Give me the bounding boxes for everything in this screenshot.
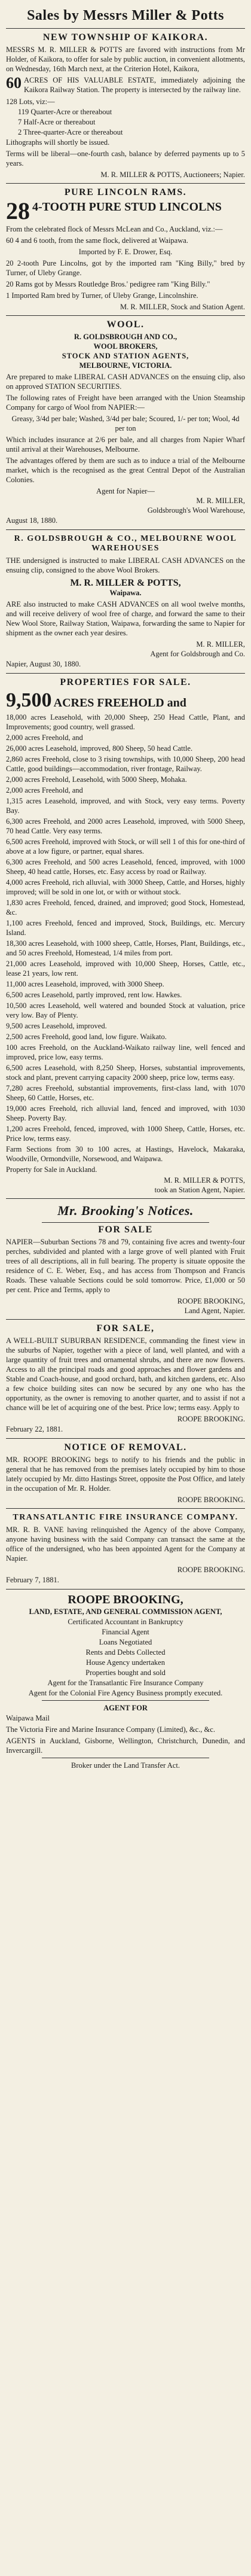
property-listing: 100 acres Freehold, on the Auckland-Waikato railway line, well fenced and improved, price low, easy terms. [6, 1043, 245, 1061]
wool-paragraph-3: Greasy, 3/4d per bale; Washed, 3/4d per bale; Scoured, 1/- per ton; Wool, 4d per ton [11, 415, 240, 433]
wool-heading: WOOL. [106, 319, 145, 330]
properties-ad [6, 673, 245, 1198]
properties-big-text: ACRES FREEHOLD and [53, 696, 186, 710]
kaikora-list-4: Lithographs will shortly be issued. [6, 138, 110, 147]
kaikora-list-1: 119 Quarter-Acre or thereabout [18, 108, 112, 116]
business-card-ad [6, 1589, 245, 1774]
kaikora-terms: Terms will be liberal—one-fourth cash, balance by deferred payments up to 5 years. [6, 150, 245, 168]
kaikora-list-0: 128 Lots, viz:— [6, 98, 55, 106]
transatlantic-signature: ROOPE BROOKING. [177, 1566, 245, 1574]
wool-paragraph-4: Which includes insurance at 2/6 per bale, and all charges from Napier Wharf until arrival at their Warehouses, Melbourne. [6, 436, 245, 453]
properties-signature-1: M. R. MILLER & POTTS, [164, 1176, 245, 1185]
removal-ad [6, 1438, 245, 1508]
property-listing: 1,830 acres Freehold, fenced, drained, and improved; good Stock, Homestead, &c. [6, 899, 245, 916]
kaikora-signature: M. R. MILLER & POTTS, Auctioneers; Napier. [100, 170, 245, 179]
property-listing: 19,000 acres Freehold, rich alluvial land, fenced and improved, with 1030 Sheep. Poverty Bay. [6, 1104, 245, 1122]
brooking-ad [6, 1198, 245, 1319]
property-listing: 6,500 acres Leasehold, with 8,250 Sheep, Horses, substantial improvements, stock and plant, prevent carrying capacity 2000 sheep, price low, terms easy. [6, 1064, 245, 1082]
property-listing: 7,280 acres Freehold, substantial improvements, first-class land, with 1070 Sheep, 60 Cattle, Horses, etc. [6, 1084, 245, 1102]
transatlantic-paragraph: MR. R. B. VANE having relinquished the Agency of the above Company, anyone having business with the said Company can transact the same at the office of the undersigned, who has been appointed Agent for the Company at Napier. [6, 1525, 245, 1563]
waipawa-paragraph: ARE also instructed to make CASH ADVANCES on all wool twelve months, and will receive delivery of wool free of charge, and forward the same to their New Wool Store, Railway Station, Waipawa, forwarding the same to Napier for shipment as the owner each year desires. [6, 600, 245, 637]
card-line: House Agency undertaken [86, 1658, 165, 1667]
kaikora-list-2: 7 Half-Acre or thereabout [18, 118, 96, 126]
property-listing: 11,000 acres Leasehold, improved, with 3000 Sheep. [6, 980, 164, 988]
property-listing: 2,000 acres Freehold, Leasehold, with 5000 Sheep, Mohaka. [6, 775, 187, 784]
rams-signature: M. R. MILLER, Stock and Station Agent. [120, 303, 245, 311]
property-listing: Farm Sections from 30 to 100 acres, at Hastings, Havelock, Makaraka, Woodville, Ormondville, Norsewood, and Waipawa. [6, 1145, 245, 1163]
rams-title: 4-TOOTH PURE STUD LINCOLNS [32, 200, 222, 214]
property-listing: 6,500 acres Freehold, improved with Stock, or will sell 1 of this for one-third of above at a low figure, or partner, equal shares. [6, 838, 245, 855]
card-waipawa: Waipawa Mail [6, 1714, 50, 1722]
rams-paragraph-3: 60 4 and 6 tooth, from the same flock, delivered at Waipawa. [6, 236, 188, 245]
rams-paragraph-4: Imported by F. E. Drower, Esq. [78, 248, 173, 256]
kaikora-list-3: 2 Three-quarter-Acre or thereabout [18, 128, 123, 136]
card-agent-for: AGENT FOR [103, 1704, 148, 1712]
removal-signature: ROOPE BROOKING. [177, 1496, 245, 1504]
kaikora-ad [6, 28, 245, 183]
warehouses-ad [6, 529, 245, 673]
wool-paragraph-2: The following rates of Freight have been arranged with the Union Steamship Company for cargo of Wool from NAPIER:— [6, 394, 245, 412]
properties-big-number: 9,500 [6, 689, 52, 711]
wool-date: August 18, 1880. [6, 516, 58, 525]
card-line: Loans Negotiated [99, 1638, 152, 1646]
residence-ad [6, 1319, 245, 1438]
card-line: Agent for the Colonial Fire Agency Business promptly executed. [28, 1689, 223, 1697]
transatlantic-ad [6, 1508, 245, 1589]
property-listing: 2,860 acres Freehold, close to 3 rising townships, with 10,000 Sheep, 200 head Cattle, good buildings—accommodation, river frontage, Railway. [6, 755, 245, 773]
residence-signature: ROOPE BROOKING. [177, 1415, 245, 1423]
residence-date: February 22, 1881. [6, 1425, 63, 1433]
kaikora-paragraph-1: MESSRS M. R. MILLER & POTTS are favored with instructions from Mr Holder, of Kaikora, to offer for sale by public auction, in convenient allotments, on Wednesday, 16th March next, at the Criterion Hotel, Kaikora, [6, 45, 245, 73]
property-listing: 1,200 acres Freehold, fenced, improved, with 1000 Sheep, Cattle, Horses, etc. Price low, terms easy. [6, 1125, 245, 1143]
kaikora-heading: NEW TOWNSHIP OF KAIKORA. [42, 32, 209, 42]
brooking-signature-2: Land Agent, Napier. [184, 1307, 245, 1315]
property-listing: 4,000 acres Freehold, rich alluvial, with 3000 Sheep, Cattle, and Horses, highly improved; will be sold in one lot, or with or without stock. [6, 878, 245, 896]
wool-sub-1: R. GOLDSBROUGH AND CO., [74, 333, 177, 341]
property-listing: 2,000 acres Freehold, and [6, 733, 83, 742]
rams-heading: PURE LINCOLN RAMS. [64, 187, 187, 197]
properties-heading: PROPERTIES FOR SALE. [60, 677, 191, 687]
property-listing: 1,100 acres Freehold, fenced and improved, Stock, Buildings, etc. Mercury Island. [6, 919, 245, 937]
warehouses-paragraph: THE undersigned is instructed to make LIBERAL CASH ADVANCES on the ensuing clip, consigned to the above Wool Brokers. [6, 556, 245, 574]
property-listing: 2,500 acres Freehold, good land, low figure. Waikato. [6, 1033, 167, 1041]
properties-list [6, 712, 245, 1174]
transatlantic-date: February 7, 1881. [6, 1576, 59, 1584]
wool-sub-3: STOCK AND STATION AGENTS, [62, 352, 189, 360]
card-line: Agent for the Transatlantic Fire Insurance Company [47, 1679, 204, 1687]
wool-ad [6, 315, 245, 529]
property-listing: 18,300 acres Leasehold, with 1000 sheep, Cattle, Horses, Plant, Buildings, etc., and 50 acres Freehold, Homestead, 1/4 miles from port. [6, 939, 245, 957]
property-listing: Property for Sale in Auckland. [6, 1165, 97, 1174]
brooking-divider [42, 1222, 209, 1223]
kaikora-drop-number: 60 [6, 74, 22, 92]
rams-paragraph-7: 1 Imported Ram bred by Turner, of Uleby Grange, Lincolnshire. [6, 291, 198, 300]
brooking-sale-heading: FOR SALE [98, 1225, 153, 1235]
wool-signature-1: M. R. MILLER, [196, 497, 245, 505]
wool-paragraph-1: Are prepared to make LIBERAL CASH ADVANCES on the ensuing clip, also on approved STATION SECURITIES. [6, 373, 245, 391]
brooking-banner: Mr. Brooking's Notices. [57, 1203, 194, 1218]
card-line: Certificated Accountant in Bankruptcy [68, 1618, 183, 1626]
property-listing: 1,315 acres Leasehold, improved, and with Stock, very easy terms. Poverty Bay. [6, 797, 245, 815]
banner-section [6, 4, 245, 28]
properties-signature-2: took an Station Agent, Napier. [154, 1186, 245, 1194]
card-line: Financial Agent [102, 1628, 149, 1636]
rams-paragraph-2: From the celebrated flock of Messrs McLean and Co., Auckland, viz.:— [6, 225, 223, 233]
rams-paragraph-6: 20 Rams got by Messrs Routledge Bros.' pedigree ram "King Billy." [6, 280, 210, 288]
rams-ad [6, 183, 245, 315]
warehouses-heading: R. GOLDSBROUGH & CO., MELBOURNE WOOL WAREHOUSES [14, 534, 237, 553]
brooking-paragraph: NAPIER—Suburban Sections 78 and 79, containing five acres and twenty-four perches, subdivided and planted with a large grove of well planted with Fruit trees of all descriptions, all in full bearing. The property is situate opposite the residence of C. E. Weber, Esq., and has access from Thompson and Francis Roads. These valuable Sections could be sold tomorrow. Price, £1,000 or 50 per cent. Price and Terms, apply to [6, 1238, 245, 1294]
removal-heading: NOTICE OF REMOVAL. [64, 1442, 187, 1453]
card-paragraph-2: AGENTS in Auckland, Gisborne, Wellington, Christchurch, Dunedin, and Invercargill. [6, 1737, 245, 1755]
card-title: LAND, ESTATE, AND GENERAL COMMISSION AGENT, [29, 1607, 222, 1616]
waipawa-signature-2: Agent for Goldsbrough and Co. [150, 650, 245, 658]
wool-signature-2: Goldsbrough's Wool Warehouse, [147, 506, 245, 514]
card-name: ROOPE BROOKING, [68, 1593, 183, 1606]
property-listing: 26,000 acres Leasehold, improved, 800 Sheep, 50 head Cattle. [6, 744, 193, 753]
property-listing: 10,500 acres Leasehold, well watered and bounded Stock at valuation, price very low. Bay of Plenty. [6, 1001, 245, 1019]
residence-paragraph: A WELL-BUILT SUBURBAN RESIDENCE, commanding the finest view in the suburbs of Napier, together with a piece of land, well planted, and with a large quantity of fruit trees and ornamental shrubs, and there are now flowers. Access to all the principal roads and good approaches and flower gardens and Stable and Coach-house, and good orchard, bath, and kitchen gardens, etc. Also a few choice building sites can now be secured by any one who has the opportunity, as the owner is removing to another quarter, and to assist if not a chance will be let of acquiring one of the best. Price low; terms easy. Apply to [6, 1336, 245, 1412]
property-listing: 6,300 acres Freehold, and 2000 acres Leasehold, improved, with 5000 Sheep, 70 head Cattle. Very easy terms. [6, 817, 245, 835]
rams-drop-number: 28 [6, 197, 30, 224]
wool-paragraph-5: The advantages offered by them are such as to induce a trial of the Melbourne market, which is the recognised as the great Central Depot of the Australian Colonies. [6, 456, 245, 484]
property-listing: 2,000 acres Freehold, and [6, 786, 83, 794]
card-line: Rents and Debts Collected [85, 1648, 166, 1657]
wool-sub-4: MELBOURNE, VICTORIA. [79, 361, 172, 370]
transatlantic-heading: TRANSATLANTIC FIRE INSURANCE COMPANY. [13, 1513, 238, 1522]
brooking-signature-1: ROOPE BROOKING, [177, 1297, 245, 1305]
banner-title: Sales by Messrs Miller & Potts [27, 8, 224, 23]
wool-sub-2: WOOL BROKERS, [93, 342, 158, 351]
waipawa-date: Napier, August 30, 1880. [6, 660, 81, 668]
property-listing: 18,000 acres Leasehold, with 20,000 Sheep, 250 Head Cattle, Plant, and Improvements; good country, well grassed. [6, 713, 245, 731]
property-listing: 6,500 acres Leasehold, partly improved, rent low. Hawkes. [6, 991, 182, 999]
waipawa-signature-1: M. R. MILLER, [196, 640, 245, 648]
wool-agent-label: Agent for Napier— [96, 487, 155, 495]
rams-paragraph-5: 20 2-tooth Pure Lincolns, got by the imported ram "King Billy," bred by Turner, of Uleby Grange. [6, 259, 245, 277]
residence-heading: FOR SALE, [96, 1323, 155, 1333]
newspaper-page [6, 0, 245, 1777]
card-line: Properties bought and sold [85, 1668, 166, 1677]
warehouses-signature-1: M. R. MILLER & POTTS, [70, 578, 181, 588]
card-paragraph-1: The Victoria Fire and Marine Insurance Company (Limited), &c., &c. [6, 1725, 215, 1734]
warehouses-signature-2: Waipawa. [109, 589, 142, 597]
card-footer: Broker under the Land Transfer Act. [71, 1761, 180, 1770]
card-lines [6, 1617, 245, 1698]
property-listing: 9,500 acres Leasehold, improved. [6, 1022, 107, 1030]
removal-paragraph: MR. ROOPE BROOKING begs to notify to his friends and the public in general that he has removed from the premises lately occupied by him to those lately occupied by Mr. ditto Hastings Street, opposite the Post Office, and lately in the occupation of Mr. R. Holder. [6, 1456, 245, 1493]
kaikora-paragraph-2: ACRES OF HIS VALUABLE ESTATE, immediately adjoining the Kaikora Railway Station. The property is intersected by the railway line. [24, 76, 245, 94]
property-listing: 6,300 acres Freehold, and 500 acres Leasehold, fenced, improved, with 1000 Sheep, 40 head cattle, Horses, etc. Easy access by road or Railway. [6, 858, 245, 876]
card-divider [42, 1700, 209, 1701]
property-listing: 21,000 acres Leasehold, improved with 10,000 Sheep, Horses, Cattle, etc., lease 21 years, low rent. [6, 960, 245, 978]
